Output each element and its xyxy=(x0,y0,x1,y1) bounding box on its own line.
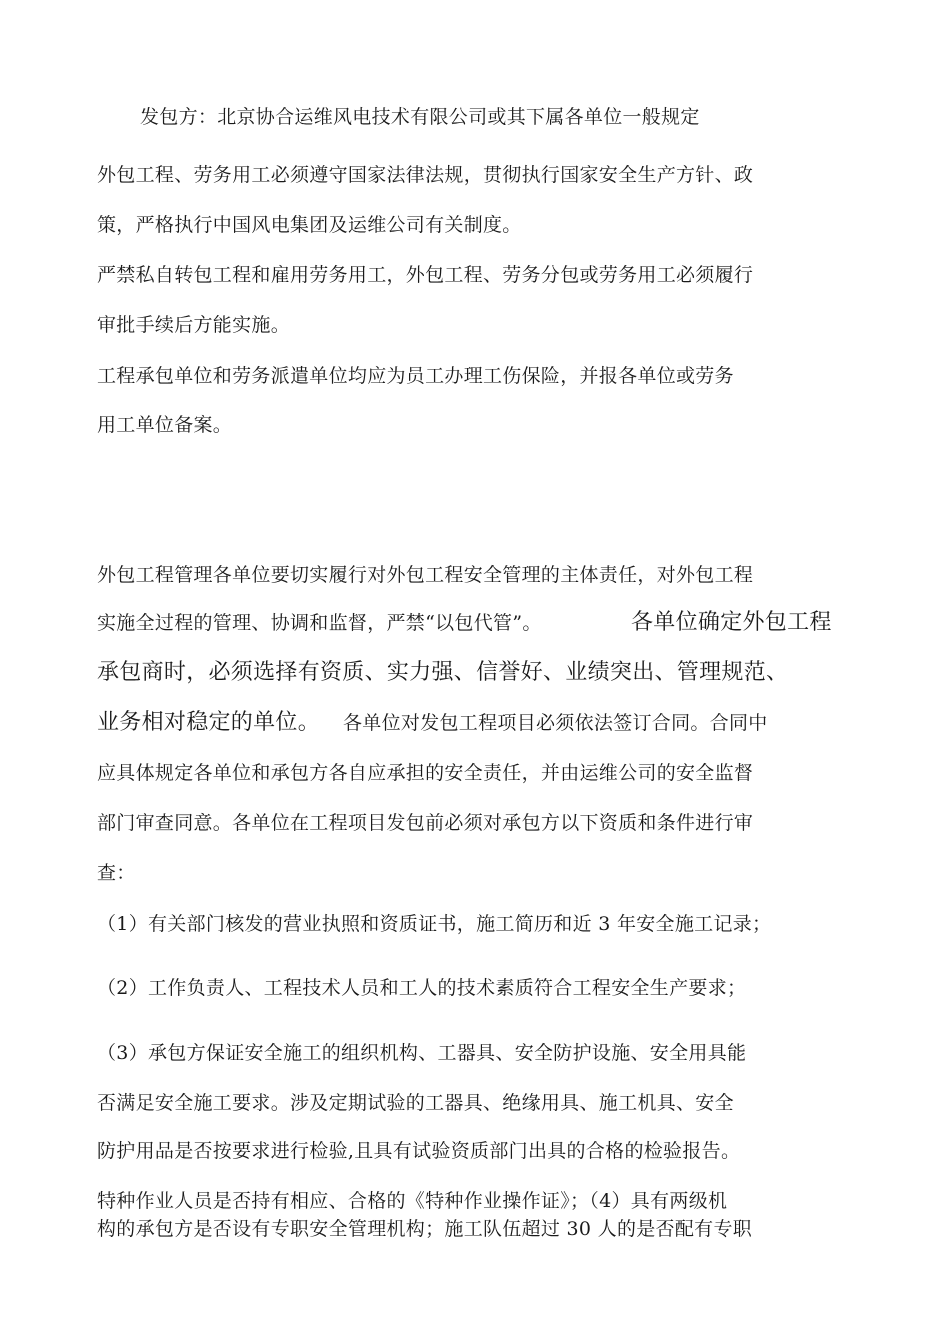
paragraph-line: 特种作业人员是否持有相应、合格的《特种作业操作证》；（4）具有两级机 xyxy=(97,1190,728,1212)
paragraph-line: 外包工程、劳务用工必须遵守国家法律法规，贯彻执行国家安全生产方针、政 xyxy=(97,164,754,186)
list-item: （1）有关部门核发的营业执照和资质证书，施工简历和近 3 年安全施工记录； xyxy=(97,913,772,935)
paragraph-line-large: 业务相对稳定的单位。 xyxy=(97,710,321,735)
paragraph-line: 各单位对发包工程项目必须依法签订合同。合同中 xyxy=(343,712,768,734)
paragraph-line-large: 各单位确定外包工程 xyxy=(631,610,832,635)
document-heading: 发包方：北京协合运维风电技术有限公司或其下属各单位一般规定 xyxy=(140,106,700,128)
paragraph-line: 审批手续后方能实施。 xyxy=(97,314,291,336)
paragraph-line: 构的承包方是否设有专职安全管理机构；施工队伍超过 30 人的是否配有专职 xyxy=(97,1218,753,1240)
paragraph-line: 应具体规定各单位和承包方各自应承担的安全责任，并由运维公司的安全监督 xyxy=(97,762,754,784)
list-item: （3）承包方保证安全施工的组织机构、工器具、安全防护设施、安全用具能 xyxy=(97,1042,747,1064)
paragraph-line-large: 承包商时，必须选择有资质、实力强、信誉好、业绩突出、管理规范、 xyxy=(97,660,789,685)
paragraph-line: 严禁私自转包工程和雇用劳务用工，外包工程、劳务分包或劳务用工必须履行 xyxy=(97,264,754,286)
paragraph-line: 策，严格执行中国风电集团及运维公司有关制度。 xyxy=(97,214,522,236)
paragraph-line: 查： xyxy=(97,862,136,884)
paragraph-line: 防护用品是否按要求进行检验,且具有试验资质部门出具的合格的检验报告。 xyxy=(97,1140,741,1162)
paragraph-line: 实施全过程的管理、协调和监督，严禁“以包代管”。 xyxy=(97,612,542,634)
paragraph-line: 用工单位备案。 xyxy=(97,414,233,436)
list-item: （2）工作负责人、工程技术人员和工人的技术素质符合工程安全生产要求； xyxy=(97,977,747,999)
paragraph-line: 外包工程管理各单位要切实履行对外包工程安全管理的主体责任，对外包工程 xyxy=(97,564,754,586)
paragraph-line: 否满足安全施工要求。涉及定期试验的工器具、绝缘用具、施工机具、安全 xyxy=(97,1092,734,1114)
paragraph-line: 部门审查同意。各单位在工程项目发包前必须对承包方以下资质和条件进行审 xyxy=(97,812,754,834)
paragraph-line: 工程承包单位和劳务派遣单位均应为员工办理工伤保险，并报各单位或劳务 xyxy=(97,365,734,387)
